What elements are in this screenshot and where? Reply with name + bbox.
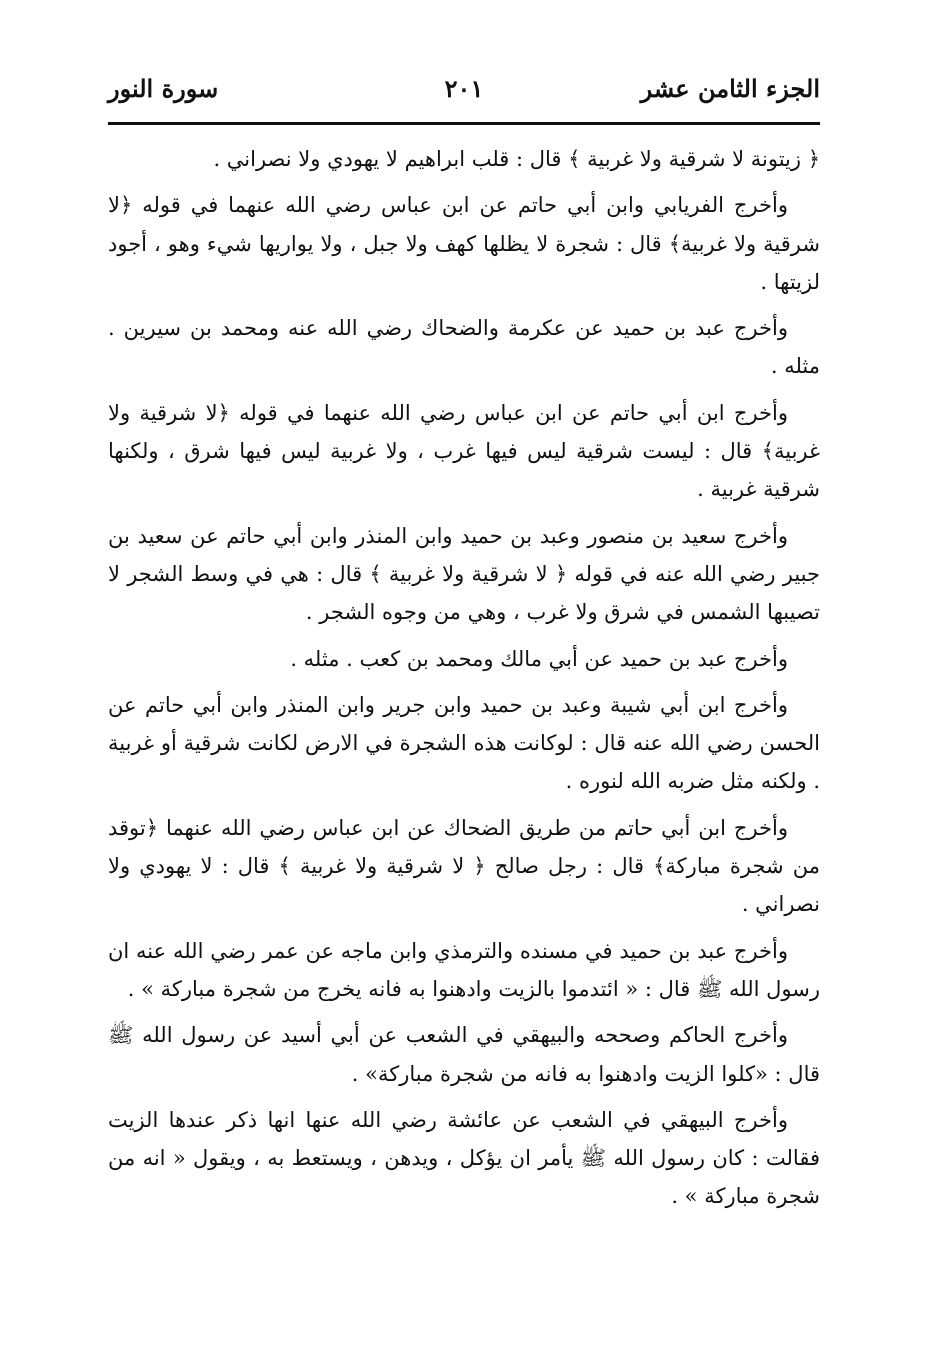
paragraph: وأخرج سعيد بن منصور وعبد بن حميد وابن المنذر وابن أبي حاتم عن سعيد بن جبير رضي الله عنه في قوله ﴿ لا شرقية ولا غربية ﴾ قال : هي في وسط الشجر لا تصيبها الشمس في شرق ولا غرب ، وهي من وجوه الشجر .: [108, 523, 820, 625]
part-title: الجزء الثامن عشر: [640, 74, 820, 103]
paragraph: وأخرج عبد بن حميد عن عكرمة والضحاك رضي الله عنه ومحمد بن سيرين . مثله .: [108, 316, 820, 379]
paragraph: وأخرج الفريابي وابن أبي حاتم عن ابن عباس رضي الله عنهما في قوله ﴿لا شرقية ولا غربية﴾ قال : شجرة لا يظلها كهف ولا جبل ، ولا يواريها شيء وهو ، أجود لزيتها .: [108, 193, 820, 294]
paragraph: ﴿ زيتونة لا شرقية ولا غربية ﴾ قال : قلب ابراهيم لا يهودي ولا نصراني .: [213, 147, 820, 171]
surah-title: سورة النور: [108, 74, 219, 103]
paragraph: وأخرج ابن أبي حاتم عن ابن عباس رضي الله عنهما في قوله ﴿لا شرقية ولا غربية﴾ قال : ليست شرقية ليس فيها غرب ، ولا غربية ليس فيها شرق ، ولكنها شرقية غربية .: [108, 400, 820, 502]
page-number: ٢٠١: [444, 74, 484, 103]
page-header: [108, 70, 820, 110]
paragraph: وأخرج البيهقي في الشعب عن عائشة رضي الله عنها انها ذكر عندها الزيت فقالت : كان رسول الله ﷺ يأمر ان يؤكل ، ويدهن ، ويستعط به ، ويقول « انه من شجرة مباركة » .: [108, 1107, 820, 1209]
paragraph: وأخرج ابن أبي حاتم من طريق الضحاك عن ابن عباس رضي الله عنهما ﴿توقد من شجرة مباركة﴾ قال : رجل صالح ﴿ لا شرقية ولا غربية ﴾ قال : لا يهودي ولا نصراني .: [108, 815, 820, 917]
header-rule: [108, 122, 820, 125]
paragraph: وأخرج الحاكم وصححه والبيهقي في الشعب عن أبي أسيد عن رسول الله ﷺ قال : «كلوا الزيت وادهنوا به فانه من شجرة مباركة» .: [108, 1023, 820, 1086]
page-body: [108, 140, 820, 1224]
paragraph: وأخرج ابن أبي شيبة وعبد بن حميد وابن جرير وابن المنذر وابن أبي حاتم عن الحسن رضي الله عنه قال : لوكانت هذه الشجرة في الارض لكانت شرقية أو غربية . ولكنه مثل ضربه الله لنوره .: [108, 692, 820, 794]
paragraph: وأخرج عبد بن حميد عن أبي مالك ومحمد بن كعب . مثله .: [290, 646, 788, 671]
paragraph: وأخرج عبد بن حميد في مسنده والترمذي وابن ماجه عن عمر رضي الله عنه ان رسول الله ﷺ قال : « ائتدموا بالزيت وادهنوا به فانه يخرج من شجرة مباركة » .: [108, 938, 820, 1001]
